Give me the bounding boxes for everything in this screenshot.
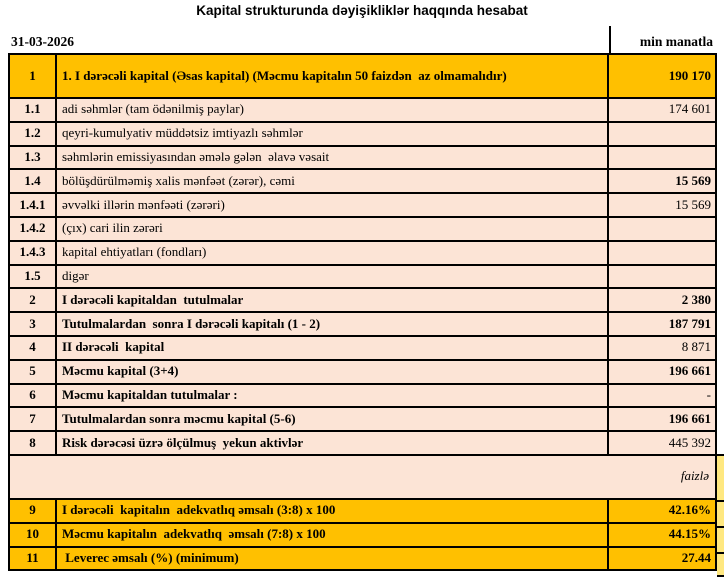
row-number: 1.5 [10,266,57,288]
row-value [607,123,715,145]
edge-cell [717,454,724,500]
table-row [10,454,715,498]
table-row [10,430,715,454]
row-number: 4 [10,337,57,359]
row-number: 1.4 [10,170,57,192]
table-row [10,121,715,145]
row-label: Tutulmalardan sonra məcmu kapital (5-6) [62,410,296,426]
row-label: digər [62,268,89,283]
row-number: 2 [10,289,57,311]
row-value [607,147,715,169]
adjacent-cells-strip [717,454,724,577]
table-row [10,335,715,359]
row-value: 187 791 [607,313,715,335]
table-row [10,55,715,97]
row-value: 15 569 [607,170,715,192]
table-row [10,240,715,264]
table-row [10,216,715,240]
row-value [607,218,715,240]
table-row [10,264,715,288]
row-label: bölüşdürülməmiş xalis mənfəət (zərər), cəmi [62,172,295,188]
row-number: 8 [10,432,57,454]
row-value [607,266,715,288]
merged-note-cell: faizlə [680,468,709,484]
page-title: Kapital strukturunda dəyişikliklər haqqında hesabat [196,3,528,18]
row-number: 1.4.2 [10,218,57,240]
row-value: 15 569 [607,194,715,216]
row-value: 42.16% [607,500,715,522]
row-value: 196 661 [607,361,715,383]
row-number: 7 [10,408,57,430]
row-label: əvvəlki illərin mənfəəti (zərəri) [62,196,225,212]
row-number: 5 [10,361,57,383]
table-row [10,498,715,522]
row-value: 2 380 [607,289,715,311]
edge-cell [717,526,724,552]
row-label: qeyri-kumulyativ müddətsiz imtiyazlı səhmlər [62,125,303,141]
row-label: I dərəcəli kapitaldan tutulmalar [62,291,244,307]
row-number: 1.3 [10,147,57,169]
table-row [10,97,715,121]
row-value: 190 170 [607,55,715,97]
row-number: 1.4.3 [10,242,57,264]
row-number: 1.2 [10,123,57,145]
table-header [8,26,717,53]
table-row [10,359,715,383]
capital-structure-table [8,53,717,571]
edge-cell [717,552,724,578]
row-value: 27.44 [607,548,715,570]
row-value: 196 661 [607,408,715,430]
row-label: Məcmu kapitalın adekvatlıq əmsalı (7:8) x 100 [62,526,326,542]
table-row [10,546,715,570]
table-row [10,311,715,335]
row-number: 6 [10,385,57,407]
row-label: adi səhmlər (tam ödənilmiş paylar) [62,101,244,117]
table-row [10,168,715,192]
row-label: 1. I dərəcəli kapital (Əsas kapital) (Məcmu kapitalın 50 faizdən az olmamalıdır) [62,67,507,83]
table-row [10,383,715,407]
table-row [10,192,715,216]
row-number: 11 [10,548,57,570]
row-label: Leverec əmsalı (%) (minimum) [62,549,239,565]
row-label: Risk dərəcəsi üzrə ölçülmuş yekun aktivlər [62,434,304,450]
row-value: 44.15% [607,524,715,546]
row-label: I dərəcəli kapitalın adekvatlıq əmsalı (3:8) x 100 [62,502,336,518]
unit-label: min manatla [609,26,717,53]
row-label: Tutulmalardan sonra I dərəcəli kapitalı (1 - 2) [62,315,321,331]
table-row [10,287,715,311]
row-value: 8 871 [607,337,715,359]
table-row [10,406,715,430]
row-label: Məcmu kapital (3+4) [62,363,179,379]
row-label: (çıx) cari ilin zərəri [62,220,163,236]
row-label: kapital ehtiyatları (fondları) [62,244,207,260]
row-number: 10 [10,524,57,546]
table-row [10,145,715,169]
table-row [10,522,715,546]
row-number: 1.1 [10,99,57,121]
row-label: Məcmu kapitaldan tutulmalar : [62,386,238,402]
edge-cell [717,500,724,526]
row-label: II dərəcəli kapital [62,339,165,355]
report-date: 31-03-2026 [11,34,74,49]
row-number: 1 [10,55,57,97]
row-value: 445 392 [607,432,715,454]
row-number: 3 [10,313,57,335]
row-value [607,242,715,264]
row-number: 1.4.1 [10,194,57,216]
row-value: - [607,385,715,407]
row-value: 174 601 [607,99,715,121]
row-label: səhmlərin emissiyasından əmələ gələn əlavə vəsait [62,149,330,165]
row-number: 9 [10,500,57,522]
